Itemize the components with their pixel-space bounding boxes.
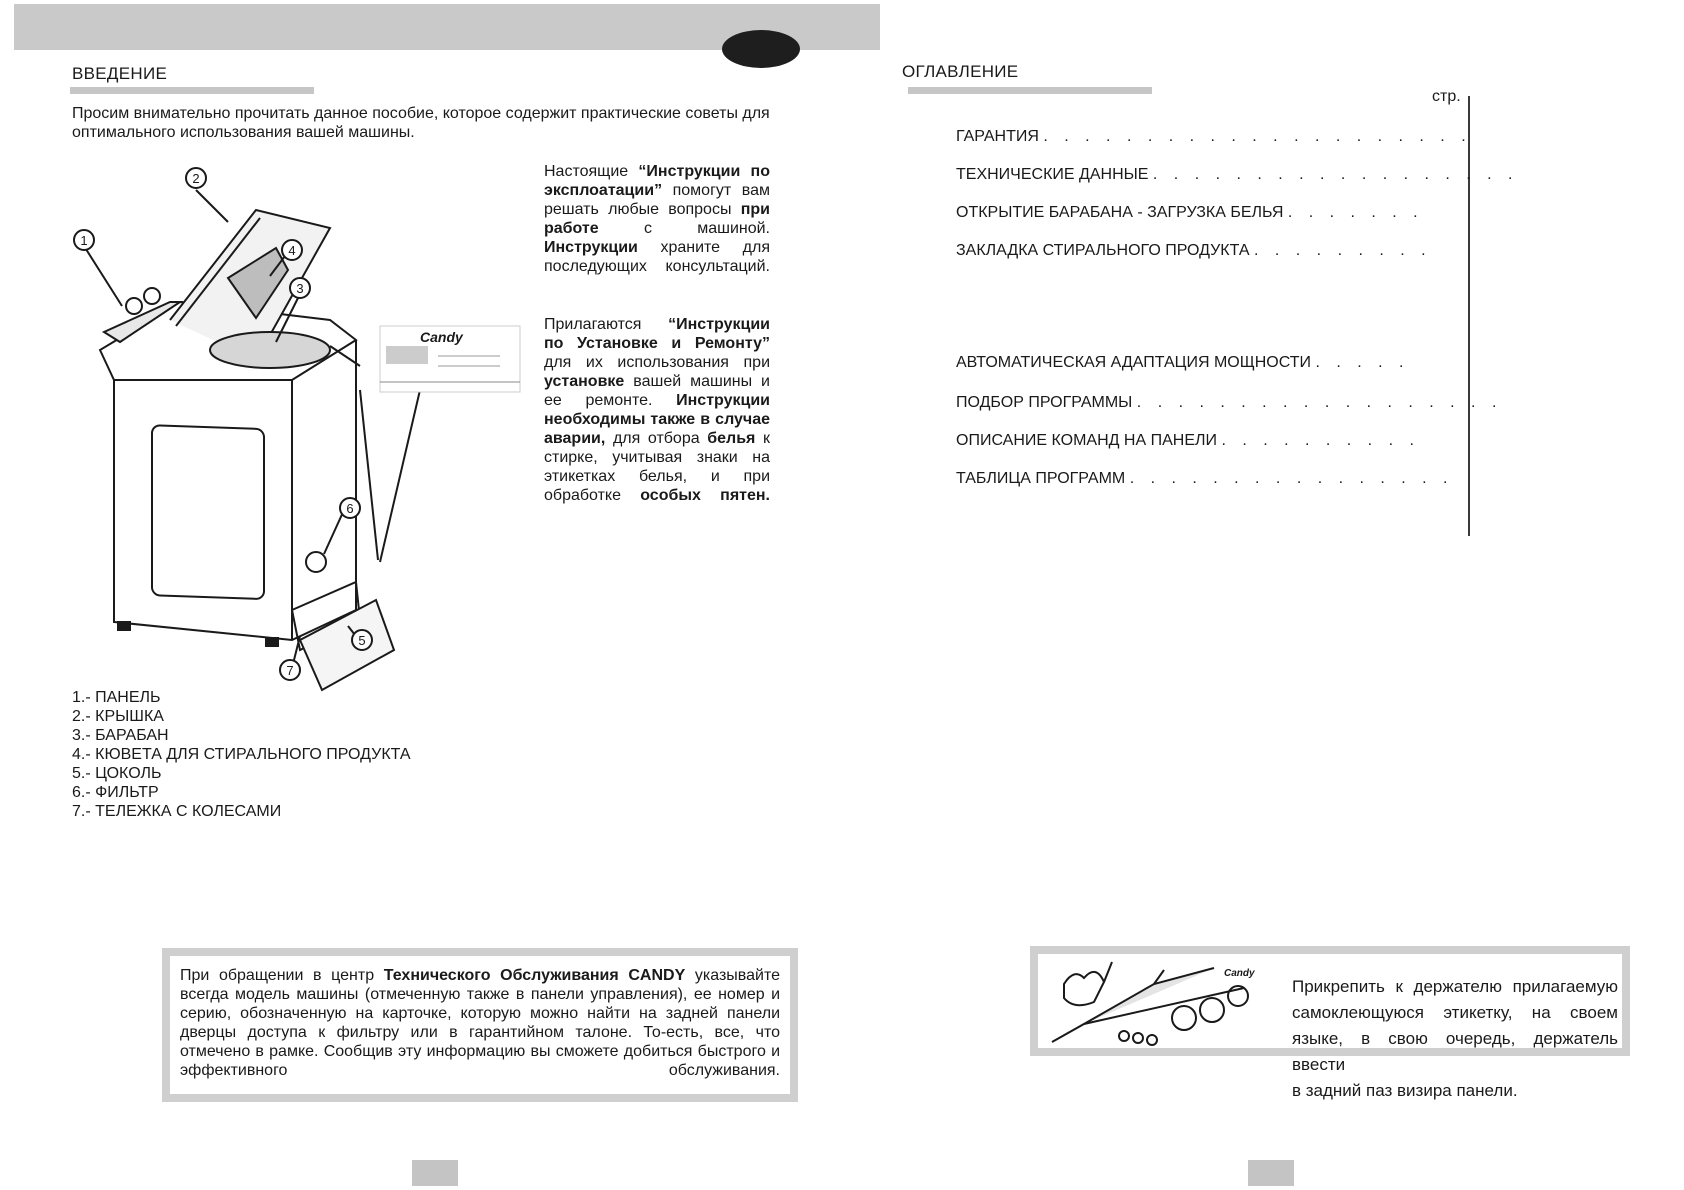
- legend-item: 1.- ПАНЕЛЬ: [72, 689, 161, 706]
- toc-item-tech-data[interactable]: ТЕХНИЧЕСКИЕ ДАННЫЕ . . . . . . . . . . . . . . . . . .: [956, 166, 1519, 183]
- toc-item-guarantee[interactable]: ГАРАНТИЯ . . . . . . . . . . . . . . . . . . . . .: [956, 128, 1472, 145]
- toc-item-program-select[interactable]: ПОДБОР ПРОГРАММЫ . . . . . . . . . . . . . . . . . .: [956, 394, 1503, 411]
- install-paragraph: Прилагаются “Инструкции по Установке и Ремонту” для их использования при установке вашей машины и ее ремонте. Инструкции необходимы также в случае аварии, для отбора белья к стирке, учитывая знаки на этикетках белья, и при обработке особых пятен.: [544, 316, 770, 504]
- toc-item-power[interactable]: АВТОМАТИЧЕСКАЯ АДАПТАЦИЯ МОЩНОСТИ . . . . .: [956, 354, 1410, 371]
- right-page-number: [1248, 1160, 1294, 1186]
- service-info-box: При обращении в центр Технического Обслуживания CANDY указывайте всегда модель машины (отмеченную также в панели управления), ее номер и серию, обозначенную на карточке, которую можно найти на задней панели дверцы доступа к фильтру или в гарантийном талоне. То-есть, все, что отмечено в рамке. Сообщив эту информацию вы сможете добиться быстрого и эффективного обслуживания.: [162, 948, 798, 1102]
- intro-title: ВВЕДЕНИЕ: [72, 64, 168, 83]
- intro-paragraph: Просим внимательно прочитать данное пособие, которое содержит практические советы для оптимального использования вашей машины.: [72, 105, 770, 141]
- legend-item: 2.- КРЫШКА: [72, 708, 164, 725]
- rating-plate-brand: Candy: [420, 329, 463, 345]
- label-instruction-text: Прикрепить к держателю прилагаемую самоклеющуюся этикетку, на своем языке, в свою очередь, держатель ввести в задний паз визира панели.: [1292, 977, 1618, 1100]
- callout-label-4: 4: [288, 243, 296, 258]
- manual-paragraph: Настоящие “Инструкции по эксплоатации” помогут вам решать любые вопросы при работе с машиной. Инструкции храните для последующих консультаций.: [544, 163, 770, 275]
- legend-item: 6.- ФИЛЬТР: [72, 784, 159, 801]
- callout-label-7: 7: [286, 663, 294, 678]
- callout-label-1: 1: [80, 233, 88, 248]
- callout-label-6: 6: [346, 501, 354, 516]
- toc-item-detergent[interactable]: ЗАКЛАДКА СТИРАЛЬНОГО ПРОДУКТА . . . . . . . . .: [956, 242, 1432, 259]
- language-tab-marker: [722, 30, 800, 68]
- toc-title-underline: [908, 87, 1152, 94]
- label-instruction-box: [1030, 946, 1630, 1100]
- toc-divider: [1468, 96, 1470, 536]
- rating-plate: [380, 326, 520, 392]
- toc-item-program-table[interactable]: ТАБЛИЦА ПРОГРАММ . . . . . . . . . . . . . . . .: [956, 470, 1454, 487]
- toc-title: ОГЛАВЛЕНИЕ: [902, 62, 1019, 81]
- callout-label-3: 3: [296, 281, 304, 296]
- panel-brand-mark: Candy: [1224, 968, 1255, 979]
- legend-item: 7.- ТЕЛЕЖКА С КОЛЕСАМИ: [72, 803, 282, 820]
- toc-item-open-drum[interactable]: ОТКРЫТИЕ БАРАБАНА - ЗАГРУЗКА БЕЛЬЯ . . . . . . .: [956, 204, 1424, 221]
- legend-item: 3.- БАРАБАН: [72, 727, 169, 744]
- washing-machine-illustration: [60, 170, 780, 730]
- callout-label-2: 2: [192, 171, 200, 186]
- intro-title-underline: [70, 87, 314, 94]
- callout-label-5: 5: [358, 633, 366, 648]
- page-column-label: стр.: [1432, 88, 1461, 105]
- legend-item: 4.- КЮВЕТА ДЛЯ СТИРАЛЬНОГО ПРОДУКТА: [72, 746, 411, 763]
- left-page-number: [412, 1160, 458, 1186]
- toc-item-panel-controls[interactable]: ОПИСАНИЕ КОМАНД НА ПАНЕЛИ . . . . . . . . . .: [956, 432, 1420, 449]
- panel-label-illustration: [1044, 958, 1255, 1046]
- parts-legend: [72, 688, 411, 821]
- legend-item: 5.- ЦОКОЛЬ: [72, 765, 162, 782]
